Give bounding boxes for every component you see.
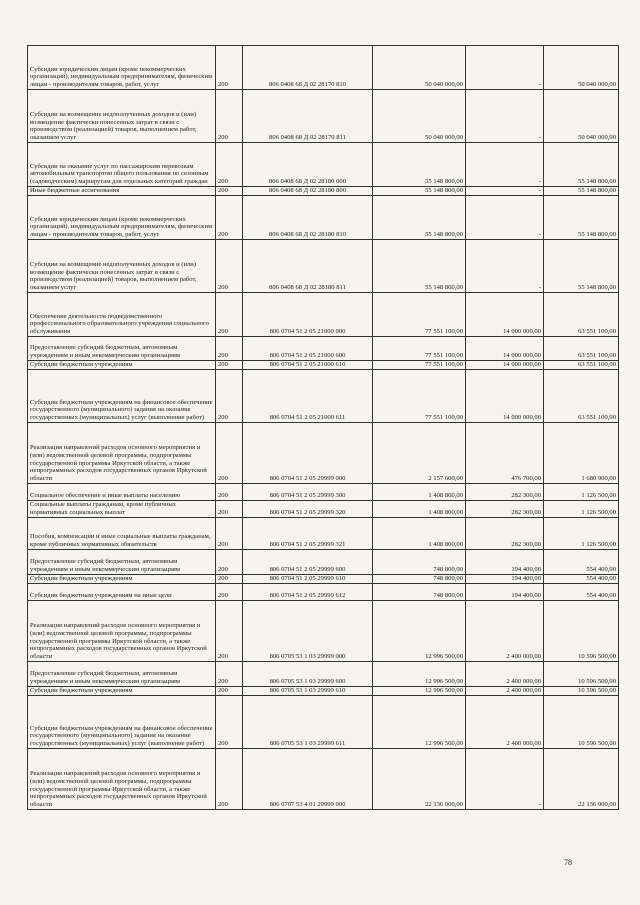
row-amount-result: 63 551 100,00 <box>544 293 619 337</box>
row-budget-code: 806 0704 51 2 05 21000 611 <box>243 370 373 423</box>
table-row <box>28 662 619 687</box>
row-amount-change: 14 000 000,00 <box>466 293 544 337</box>
row-amount-result: 554 400,00 <box>544 584 619 601</box>
row-amount-result: 55 148 800,00 <box>544 143 619 187</box>
row-amount-change: 282 300,00 <box>466 484 544 501</box>
row-amount-total: 1 408 800,00 <box>373 484 466 501</box>
row-amount-result: 1 126 500,00 <box>544 484 619 501</box>
row-amount-result: 10 596 500,00 <box>544 696 619 749</box>
row-amount-total: 748 800,00 <box>373 584 466 601</box>
row-description: Субсидии бюджетным учреждениям <box>28 687 216 696</box>
table-row <box>28 749 619 810</box>
row-amount-result: 10 596 500,00 <box>544 601 619 662</box>
row-amount-result: 55 148 800,00 <box>544 196 619 240</box>
row-amount-result: 63 551 100,00 <box>544 361 619 370</box>
row-amount-change: 282 300,00 <box>466 518 544 550</box>
row-amount-total: 77 551 100,00 <box>373 370 466 423</box>
row-kvr-code: 200 <box>216 518 243 550</box>
row-description: Субсидии юридическим лицам (кроме некоммерческих организаций), индивидуальным предпринимателям, физическим лицам - производителям товаров, работ, услуг <box>28 196 216 240</box>
row-budget-code: 806 0704 51 2 05 29999 300 <box>243 484 373 501</box>
row-kvr-code: 200 <box>216 46 243 90</box>
row-budget-code: 806 0704 51 2 05 29999 320 <box>243 501 373 518</box>
table-row <box>28 90 619 143</box>
row-budget-code: 806 0408 68 Д 02 28180 000 <box>243 143 373 187</box>
row-description: Субсидии бюджетным учреждениям на финансовое обеспечение государственного (муниципального) задания на оказание государственных (муниципальных) услуг (выполнение работ) <box>28 696 216 749</box>
row-amount-change: - <box>466 143 544 187</box>
row-description: Реализация направлений расходов основного мероприятия и (или) ведомственной целевой программы, подпрограммы государственной программы Иркутской области, а также непрограммных расходов государственных органов Иркутской области <box>28 601 216 662</box>
row-amount-result: 554 400,00 <box>544 550 619 575</box>
table-row <box>28 143 619 187</box>
row-budget-code: 806 0705 53 1 03 29999 600 <box>243 662 373 687</box>
row-amount-total: 12 996 500,00 <box>373 687 466 696</box>
row-amount-result: 10 596 500,00 <box>544 687 619 696</box>
row-budget-code: 806 0705 53 1 03 29999 000 <box>243 601 373 662</box>
row-amount-total: 77 551 100,00 <box>373 337 466 361</box>
budget-table-body <box>28 46 619 810</box>
row-amount-result: 50 040 000,00 <box>544 46 619 90</box>
row-budget-code: 806 0704 51 2 05 29999 000 <box>243 423 373 484</box>
row-description: Предоставление субсидий бюджетным, автономным учреждениям и иным некоммерческим организациям <box>28 337 216 361</box>
row-amount-result: 55 148 800,00 <box>544 240 619 293</box>
row-amount-result: 1 126 500,00 <box>544 501 619 518</box>
row-kvr-code: 200 <box>216 550 243 575</box>
row-description: Субсидии на возмещение недополученных доходов и (или) возмещение фактически понесенных затрат в связи с производством (реализацией) товаров, выполнением работ, оказанием услуг <box>28 240 216 293</box>
row-amount-result: 63 551 100,00 <box>544 370 619 423</box>
row-amount-change: 194 400,00 <box>466 575 544 584</box>
row-amount-total: 55 148 800,00 <box>373 240 466 293</box>
row-amount-total: 50 040 000,00 <box>373 90 466 143</box>
row-budget-code: 806 0704 51 2 05 21000 000 <box>243 293 373 337</box>
table-row <box>28 518 619 550</box>
table-row <box>28 240 619 293</box>
row-budget-code: 806 0704 51 2 05 29999 610 <box>243 575 373 584</box>
row-description: Социальные выплаты гражданам, кроме публичных нормативных социальных выплат <box>28 501 216 518</box>
row-description: Субсидии на возмещение недополученных доходов и (или) возмещение фактически понесенных затрат в связи с производством (реализацией) товаров, выполнением работ, оказанием услуг <box>28 90 216 143</box>
row-budget-code: 806 0408 68 Д 02 28180 810 <box>243 196 373 240</box>
table-row <box>28 501 619 518</box>
row-description: Субсидии юридическим лицам (кроме некоммерческих организаций), индивидуальным предпринимателям, физическим лицам - производителям товаров, работ, услуг <box>28 46 216 90</box>
row-description: Субсидии бюджетным учреждениям <box>28 575 216 584</box>
row-description: Пособия, компенсации и иные социальные выплаты гражданам, кроме публичных нормативных обязательств <box>28 518 216 550</box>
row-amount-change: - <box>466 240 544 293</box>
row-amount-change: 2 400 000,00 <box>466 696 544 749</box>
table-row <box>28 370 619 423</box>
table-row <box>28 361 619 370</box>
row-amount-result: 10 596 500,00 <box>544 662 619 687</box>
table-row <box>28 187 619 196</box>
row-amount-total: 50 040 000,00 <box>373 46 466 90</box>
row-description: Субсидии бюджетным учреждениям на финансовое обеспечение государственного (муниципального) задания на оказание государственных (муниципальных) услуг (выполнение работ) <box>28 370 216 423</box>
row-amount-total: 55 148 800,00 <box>373 187 466 196</box>
row-amount-total: 22 136 000,00 <box>373 749 466 810</box>
row-kvr-code: 200 <box>216 370 243 423</box>
row-kvr-code: 200 <box>216 687 243 696</box>
row-description: Субсидии бюджетным учреждениям <box>28 361 216 370</box>
row-description: Обеспечение деятельности подведомственного профессионального образовательного учреждения социального обслуживания <box>28 293 216 337</box>
row-amount-total: 1 408 800,00 <box>373 501 466 518</box>
row-budget-code: 806 0408 68 Д 02 28180 800 <box>243 187 373 196</box>
row-budget-code: 806 0704 51 2 05 21000 610 <box>243 361 373 370</box>
row-amount-result: 554 400,00 <box>544 575 619 584</box>
row-amount-result: 1 680 900,00 <box>544 423 619 484</box>
row-amount-total: 748 800,00 <box>373 550 466 575</box>
row-amount-total: 12 996 500,00 <box>373 696 466 749</box>
row-amount-total: 55 148 800,00 <box>373 196 466 240</box>
table-row <box>28 46 619 90</box>
row-amount-change: 282 300,00 <box>466 501 544 518</box>
row-kvr-code: 200 <box>216 143 243 187</box>
row-amount-change: 476 700,00 <box>466 423 544 484</box>
row-description: Предоставление субсидий бюджетным, автономным учреждениям и иным некоммерческим организациям <box>28 662 216 687</box>
row-kvr-code: 200 <box>216 584 243 601</box>
budget-table <box>27 45 619 810</box>
row-kvr-code: 200 <box>216 575 243 584</box>
row-amount-change: - <box>466 196 544 240</box>
row-amount-result: 1 126 500,00 <box>544 518 619 550</box>
row-amount-result: 50 040 000,00 <box>544 90 619 143</box>
table-row <box>28 601 619 662</box>
row-amount-total: 12 996 500,00 <box>373 601 466 662</box>
row-amount-total: 2 157 600,00 <box>373 423 466 484</box>
table-row <box>28 196 619 240</box>
row-amount-change: - <box>466 46 544 90</box>
row-kvr-code: 200 <box>216 484 243 501</box>
row-amount-change: 2 400 000,00 <box>466 601 544 662</box>
row-amount-result: 55 148 800,00 <box>544 187 619 196</box>
row-amount-result: 63 551 100,00 <box>544 337 619 361</box>
row-kvr-code: 200 <box>216 240 243 293</box>
table-row <box>28 687 619 696</box>
row-budget-code: 806 0704 51 2 05 29999 612 <box>243 584 373 601</box>
row-amount-change: 14 000 000,00 <box>466 370 544 423</box>
row-kvr-code: 200 <box>216 337 243 361</box>
row-description: Реализация направлений расходов основного мероприятия и (или) ведомственной целевой программы, подпрограммы государственной программы Иркутской области, а также непрограммных расходов государственных органов Иркутской области <box>28 749 216 810</box>
row-amount-change: 194 400,00 <box>466 584 544 601</box>
row-kvr-code: 200 <box>216 293 243 337</box>
row-budget-code: 806 0704 51 2 05 29999 321 <box>243 518 373 550</box>
row-amount-change: 2 400 000,00 <box>466 662 544 687</box>
table-row <box>28 696 619 749</box>
row-amount-result: 22 136 000,00 <box>544 749 619 810</box>
row-description: Предоставление субсидий бюджетным, автономным учреждениям и иным некоммерческим организациям <box>28 550 216 575</box>
row-amount-change: 14 000 000,00 <box>466 337 544 361</box>
row-budget-code: 806 0704 51 2 05 29999 600 <box>243 550 373 575</box>
row-description: Субсидии бюджетным учреждениям на иные цели <box>28 584 216 601</box>
row-budget-code: 806 0705 53 1 03 29999 611 <box>243 696 373 749</box>
row-amount-total: 748 800,00 <box>373 575 466 584</box>
table-row <box>28 550 619 575</box>
row-kvr-code: 200 <box>216 696 243 749</box>
row-kvr-code: 200 <box>216 501 243 518</box>
row-amount-change: 194 400,00 <box>466 550 544 575</box>
row-kvr-code: 200 <box>216 361 243 370</box>
row-kvr-code: 200 <box>216 90 243 143</box>
table-row <box>28 484 619 501</box>
row-budget-code: 806 0707 53 4 01 29999 000 <box>243 749 373 810</box>
row-budget-code: 806 0704 51 2 05 21000 600 <box>243 337 373 361</box>
row-description: Иные бюджетные ассигнования <box>28 187 216 196</box>
row-kvr-code: 200 <box>216 423 243 484</box>
scan-artifact <box>120 40 480 44</box>
row-description: Социальное обеспечение и иные выплаты населению <box>28 484 216 501</box>
table-row <box>28 584 619 601</box>
table-row <box>28 293 619 337</box>
row-amount-total: 12 996 500,00 <box>373 662 466 687</box>
table-row <box>28 337 619 361</box>
row-budget-code: 806 0408 68 Д 02 28180 811 <box>243 240 373 293</box>
row-description: Реализация направлений расходов основного мероприятия и (или) ведомственной целевой программы, подпрограммы государственной программы Иркутской области, а также непрограммных расходов государственных органов Иркутской области <box>28 423 216 484</box>
row-amount-change: - <box>466 90 544 143</box>
row-amount-total: 77 551 100,00 <box>373 361 466 370</box>
row-amount-total: 77 551 100,00 <box>373 293 466 337</box>
row-amount-change: 14 000 000,00 <box>466 361 544 370</box>
row-kvr-code: 200 <box>216 196 243 240</box>
row-description: Субсидии на оказание услуг по пассажирским перевозкам автомобильным транспортом общего пользования по сезонным (садоводческим) маршрутам для отдельных категорий граждан <box>28 143 216 187</box>
row-budget-code: 806 0408 68 Д 02 28170 810 <box>243 46 373 90</box>
row-kvr-code: 200 <box>216 662 243 687</box>
page-number: 78 <box>564 858 572 867</box>
row-amount-change: 2 400 000,00 <box>466 687 544 696</box>
row-amount-total: 1 408 800,00 <box>373 518 466 550</box>
row-budget-code: 806 0705 53 1 03 29999 610 <box>243 687 373 696</box>
table-row <box>28 575 619 584</box>
row-amount-change: - <box>466 187 544 196</box>
row-kvr-code: 200 <box>216 749 243 810</box>
row-amount-change: - <box>466 749 544 810</box>
row-amount-total: 55 148 800,00 <box>373 143 466 187</box>
row-kvr-code: 200 <box>216 187 243 196</box>
row-budget-code: 806 0408 68 Д 02 28170 811 <box>243 90 373 143</box>
row-kvr-code: 200 <box>216 601 243 662</box>
table-row <box>28 423 619 484</box>
